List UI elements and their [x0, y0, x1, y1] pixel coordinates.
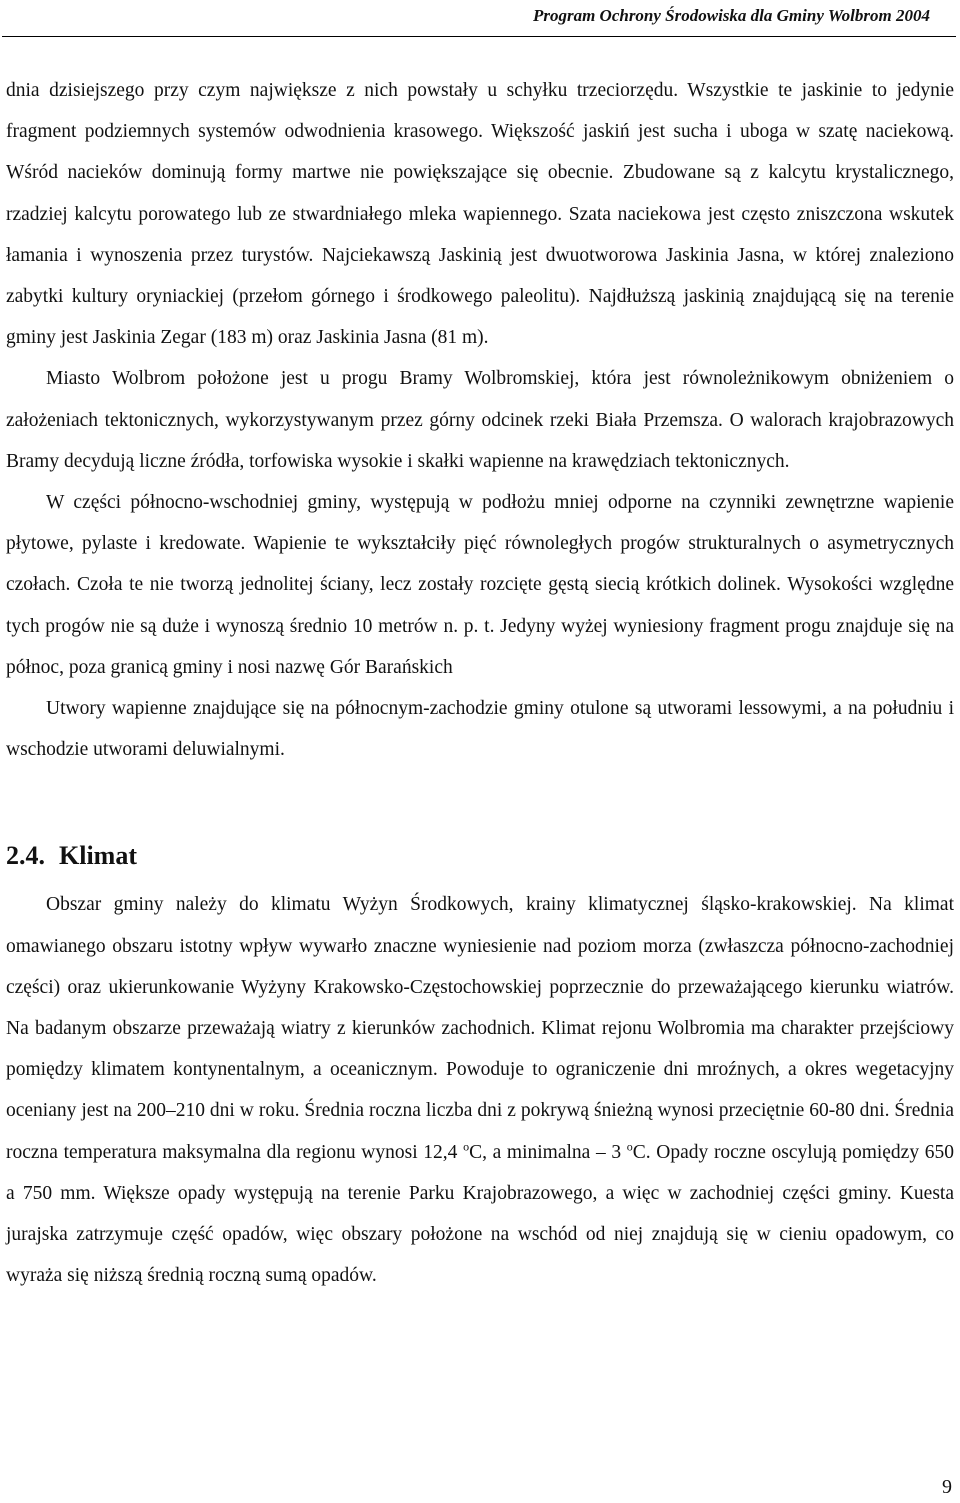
paragraph-klimat — [6, 884, 954, 1296]
klimat-text-2: C, a minimalna – 3 — [469, 1141, 627, 1163]
degree-sign: o — [463, 1139, 470, 1154]
section-number: 2.4. — [6, 841, 45, 871]
page-body — [6, 70, 954, 1296]
paragraph-caves: dnia dzisiejszego przy czym największe z nich powstały u schyłku trzeciorzędu. Wszystkie te jaskinie to jedynie fragment podziemnych systemów odwodnienia krasowego. Większość jaskiń jest sucha i uboga w szatę naciekową. Wśród nacieków dominują formy martwe nie powiększające się obecnie. Zbudowane są z kalcytu krystalicznego, rzadziej kalcytu porowatego lub ze stwardniałego mleka wapiennego. Szata naciekowa jest często zniszczona wskutek łamania i wynoszenia przez turystów. Najciekawszą Jaskinią jest dwuotworowa Jaskinia Jasna, w której znaleziono zabytki kultury oryniackiej (przełom górnego i środkowego paleolitu). Najdłuższą jaskinią znajdującą się na terenie gminy jest Jaskinia Zegar (183 m) oraz Jaskinia Jasna (81 m). — [6, 80, 954, 349]
klimat-text-3: C. Opady roczne oscylują pomiędzy 650 a 750 mm. Większe opady występują na terenie Parku Krajobrazowego, a więc w zachodniej części gminy. Kuesta jurajska zatrzymuje część opadów, więc obszary położone na wschód od niej znajdują się w cieniu opadowym, co wyraża się niższą średnią roczną sumą opadów. — [6, 1141, 954, 1287]
section-heading — [6, 828, 954, 884]
section-title: Klimat — [59, 841, 137, 871]
degree-sign: o — [626, 1139, 633, 1154]
paragraph-north-east: W części północno-wschodniej gminy, występują w podłożu mniej odporne na czynniki zewnętrzne wapienie płytowe, pylaste i kredowate. Wapienie te wykształciły pięć równoległych progów strukturalnych o asymetrycznych czołach. Czoła te nie tworzą jednolitej ściany, lecz zostały rozcięte gęstą siecią krótkich dolinek. Wysokości względne tych progów nie są duże i wynoszą średnio 10 metrów n. p. t. Jedyny wyżej wyniesiony fragment progu znajduje się na północ, poza granicą gminy i nosi nazwę Gór Barańskich — [6, 492, 954, 678]
running-header: Program Ochrony Środowiska dla Gminy Wolbrom 2004 — [532, 6, 930, 25]
paragraph-wolbrom-gate: Miasto Wolbrom położone jest u progu Bramy Wolbromskiej, która jest równoleżnikowym obniżeniem o założeniach tektonicznych, wykorzystywanym przez górny odcinek rzeki Biała Przemsza. O walorach krajobrazowych Bramy decydują liczne źródła, torfowiska wysokie i skałki wapienne na krawędziach tektonicznych. — [6, 368, 954, 472]
page-number: 9 — [942, 1476, 952, 1498]
paragraph-limestone: Utwory wapienne znajdujące się na północnym-zachodzie gminy otulone są utworami lessowymi, a na południu i wschodzie utworami deluwialnymi. — [6, 698, 954, 761]
klimat-text-1: Obszar gminy należy do klimatu Wyżyn Środkowych, krainy klimatycznej śląsko-krakowskiej. Na klimat omawianego obszaru istotny wpływ wywarło znaczne wyniesienie nad poziom morza (zwłaszcza północno-zachodniej części) oraz ukierunkowanie Wyżyny Krakowsko-Częstochowskiej poprzecznie do przeważającego kierunku wiatrów. Na badanym obszarze przeważają wiatry z kierunków zachodnich. Klimat rejonu Wolbromia ma charakter przejściowy pomiędzy klimatem kontynentalnym, a oceanicznym. Powoduje to ograniczenie dni mroźnych, a okres wegetacyjny oceniany jest na 200–210 dni w roku. Średnia roczna liczba dni z pokrywą śnieżną wynosi przeciętnie 60-80 dni. Średnia roczna temperatura maksymalna dla regionu wynosi 12,4 — [6, 894, 954, 1163]
header-rule — [2, 36, 956, 37]
